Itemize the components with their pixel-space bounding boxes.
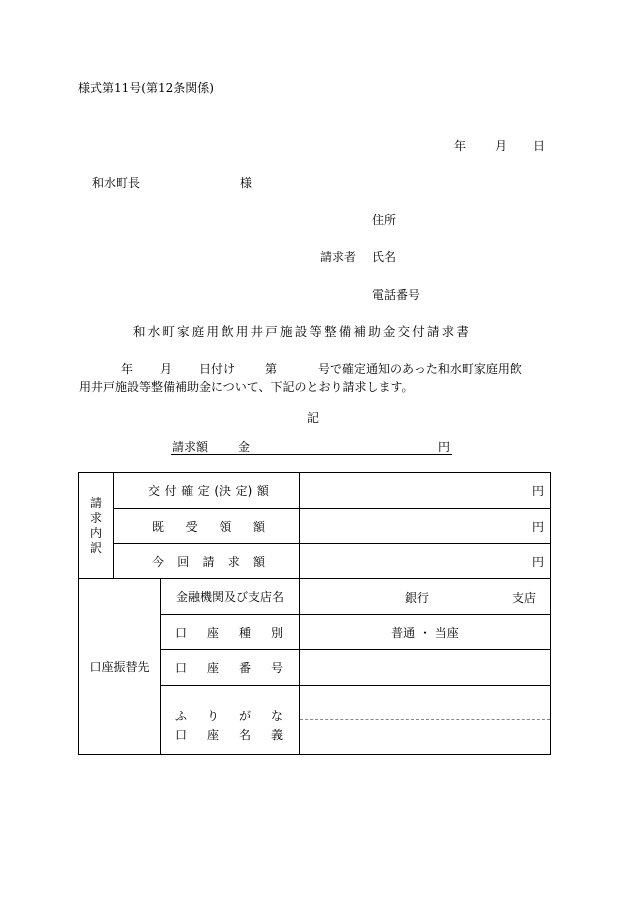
claim-details-table	[78, 472, 551, 755]
breakdown-row	[79, 473, 551, 509]
bank-field[interactable]	[300, 579, 551, 615]
furigana-field[interactable]	[300, 686, 551, 720]
branch-value: 支店	[512, 590, 537, 605]
ki-label: 記	[307, 411, 320, 425]
date-month: 月	[495, 139, 508, 153]
claimant-role-label: 請求者	[320, 250, 357, 264]
breakdown-header: 請 求 内 訳	[79, 473, 114, 579]
form-number: 様式第11号(第12条関係)	[78, 81, 214, 95]
claim-amount-label: 請求額	[172, 440, 209, 454]
account-type-field[interactable]: 普通 ・ 当座	[300, 615, 551, 650]
address-label: 住所	[372, 213, 397, 227]
body-month: 月	[160, 362, 173, 376]
confirmed-amount-label: 交 付 確 定 (決 定) 額	[114, 473, 300, 509]
body-no-prefix: 第	[265, 362, 278, 376]
date-day: 日	[533, 139, 546, 153]
bank-value: 銀行	[405, 590, 430, 605]
addressee-name: 和水町長	[92, 176, 141, 190]
account-holder-field[interactable]	[300, 720, 551, 755]
addressee-honorific: 様	[240, 176, 253, 190]
breakdown-row	[79, 544, 551, 579]
claim-amount-kin: 金	[238, 440, 251, 454]
current-claim-field[interactable]: 円	[300, 544, 551, 579]
body-year: 年	[121, 362, 134, 376]
transfer-header: 口座振替先	[79, 579, 161, 755]
received-amount-label: 既 受 領 額	[114, 509, 300, 544]
body-line1-rest: 号で確定通知のあった和水町家庭用飲	[318, 362, 522, 376]
current-claim-label: 今 回 請 求 額	[114, 544, 300, 579]
name-label: 氏名	[372, 250, 397, 264]
body-dated: 日付け	[199, 362, 236, 376]
phone-label: 電話番号	[372, 288, 421, 302]
confirmed-amount-field[interactable]: 円	[300, 473, 551, 509]
account-number-field[interactable]	[300, 650, 551, 686]
account-holder-label: ふ り が な 口 座 名 義	[161, 686, 300, 755]
document-title: 和水町家庭用飲用井戸施設等整備補助金交付請求書	[133, 324, 472, 339]
date-year: 年	[454, 139, 467, 153]
received-amount-field[interactable]: 円	[300, 509, 551, 544]
claim-amount-line	[171, 437, 452, 455]
account-type-label: 口 座 種 別	[161, 615, 300, 650]
body-line2: 用井戸施設等整備補助金について、下記のとおり請求します。	[79, 380, 414, 394]
account-number-label: 口 座 番 号	[161, 650, 300, 686]
claim-amount-yen: 円	[438, 440, 451, 454]
bank-label: 金融機関及び支店名	[161, 579, 300, 615]
bank-row	[79, 579, 551, 615]
breakdown-row	[79, 509, 551, 544]
